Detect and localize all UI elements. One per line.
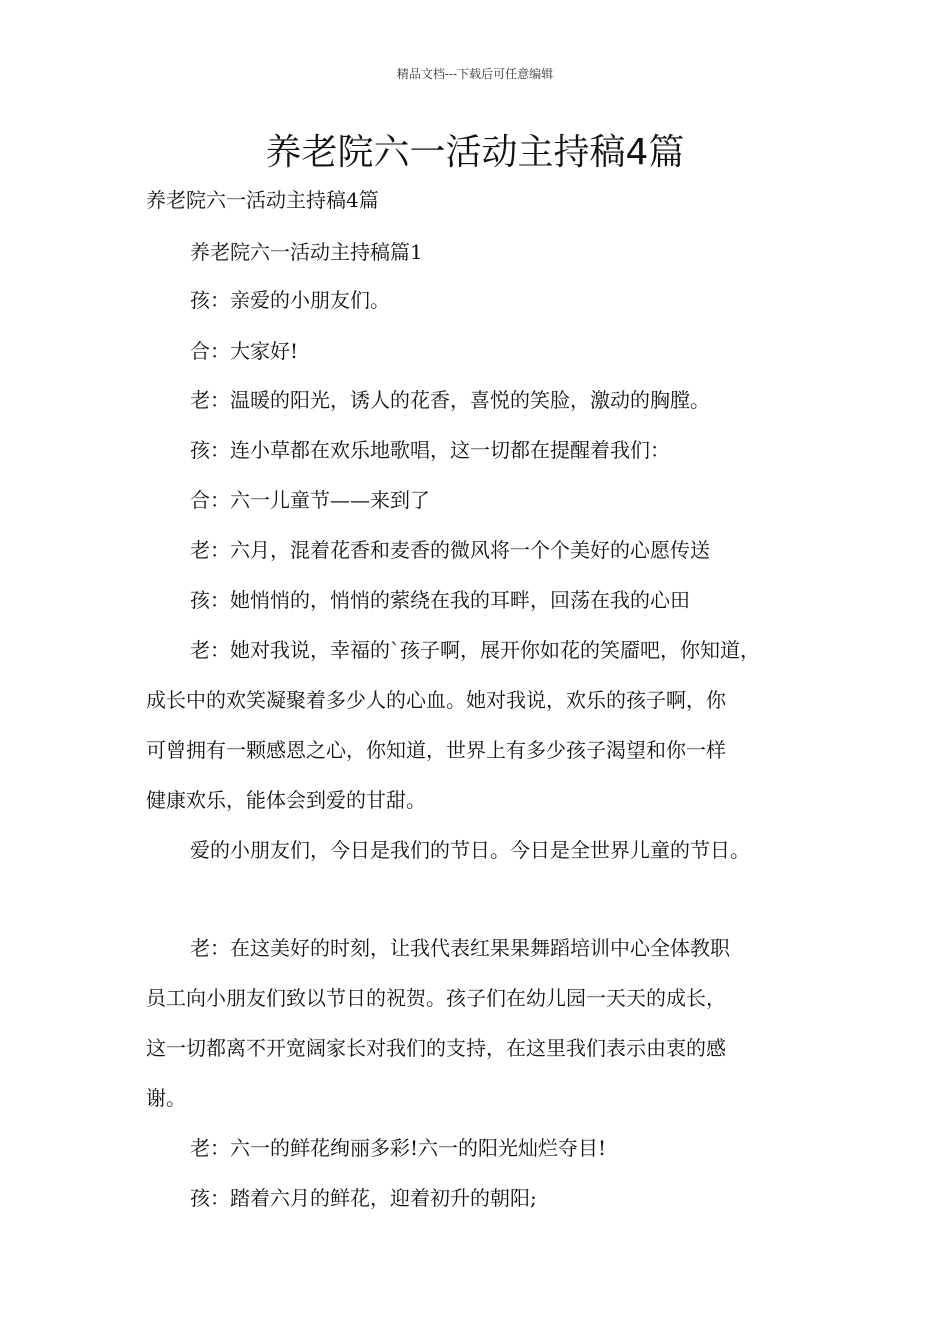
paragraph-line: 可曾拥有一颗感恩之心，你知道，世界上有多少孩子渴望和你一样 bbox=[146, 738, 726, 762]
paragraph-line: 老：温暖的阳光，诱人的花香，喜悦的笑脸，激动的胸膛。 bbox=[190, 388, 710, 412]
paragraph-line: 合：六一儿童节——来到了 bbox=[190, 488, 430, 512]
paragraph-line: 孩：踏着六月的鲜花，迎着初升的朝阳; bbox=[190, 1186, 537, 1210]
paragraph-line: 谢。 bbox=[146, 1086, 186, 1110]
paragraph-line: 孩：连小草都在欢乐地歌唱，这一切都在提醒着我们： bbox=[190, 438, 670, 462]
paragraph-line: 爱的小朋友们，今日是我们的节日。今日是全世界儿童的节日。 bbox=[190, 838, 750, 862]
paragraph-line: 老：在这美好的时刻，让我代表红果果舞蹈培训中心全体教职 bbox=[190, 936, 730, 960]
paragraph-line: 成长中的欢笑凝聚着多少人的心血。她对我说，欢乐的孩子啊，你 bbox=[146, 688, 726, 712]
paragraph-line: 健康欢乐，能体会到爱的甘甜。 bbox=[146, 788, 426, 812]
paragraph-line: 孩：她悄悄的，悄悄的萦绕在我的耳畔，回荡在我的心田 bbox=[190, 588, 690, 612]
paragraph-line: 老：她对我说，幸福的`孩子啊，展开你如花的笑靥吧，你知道， bbox=[190, 638, 760, 662]
document-title: 养老院六一活动主持稿4篇 bbox=[265, 132, 685, 173]
paragraph-line: 老：六一的鲜花绚丽多彩!六一的阳光灿烂夺目! bbox=[190, 1136, 607, 1160]
paragraph-line: 孩：亲爱的小朋友们。 bbox=[190, 288, 390, 312]
paragraph-line: 员工向小朋友们致以节日的祝贺。孩子们在幼儿园一天天的成长， bbox=[146, 986, 726, 1010]
paragraph-line: 合：大家好! bbox=[190, 339, 299, 363]
document-subtitle: 养老院六一活动主持稿4篇 bbox=[146, 188, 379, 212]
paragraph-line: 养老院六一活动主持稿篇1 bbox=[190, 240, 423, 264]
paragraph-line: 老：六月，混着花香和麦香的微风将一个个美好的心愿传送 bbox=[190, 538, 710, 562]
paragraph-line: 这一切都离不开宽阔家长对我们的支持，在这里我们表示由衷的感 bbox=[146, 1036, 726, 1060]
page-header: 精品文档---下载后可任意编辑 bbox=[396, 67, 554, 81]
